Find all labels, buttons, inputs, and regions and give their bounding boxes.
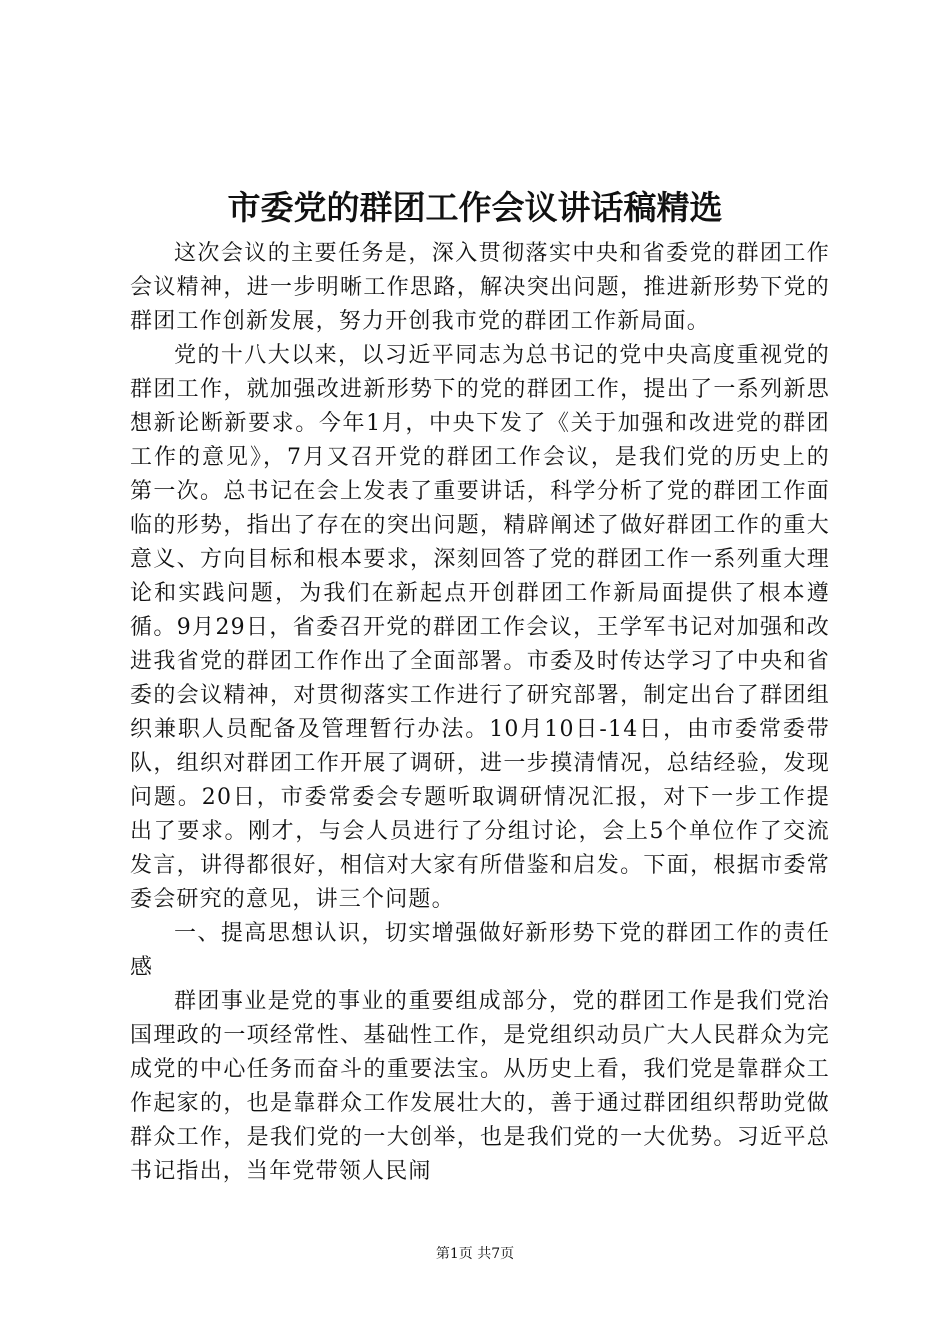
section-heading: 一、提高思想认识，切实增强做好新形势下党的群团工作的责任感 bbox=[130, 921, 830, 980]
paragraph: 这次会议的主要任务是，深入贯彻落实中央和省委党的群团工作会议精神，进一步明晰工作思路，解决突出问题，推进新形势下党的群团工作创新发展，努力开创我市党的群团工作新局面。 bbox=[130, 241, 830, 334]
page-number-footer: 第1页 共7页 bbox=[435, 1246, 515, 1262]
paragraph: 群团事业是党的事业的重要组成部分，党的群团工作是我们党治国理政的一项经常性、基础性工作，是党组织动员广大人民群众为完成党的中心任务而奋斗的重要法宝。从历史上看，我们党是靠群众工作起家的，也是靠群众工作发展壮大的，善于通过群团组织帮助党做群众工作，是我们党的一大创举，也是我们党的一大优势。习近平总书记指出，当年党带领人民闹 bbox=[130, 989, 830, 1184]
document-body bbox=[130, 237, 830, 1189]
paragraph: 党的十八大以来，以习近平同志为总书记的党中央高度重视党的群团工作，就加强改进新形势下的党的群团工作，提出了一系列新思想新论断新要求。今年1月，中央下发了《关于加强和改进党的群团工作的意见》，7月又召开党的群团工作会议，是我们党的历史上的第一次。总书记在会上发表了重要讲话，科学分析了党的群团工作面临的形势，指出了存在的突出问题，精辟阐述了做好群团工作的重大意义、方向目标和根本要求，深刻回答了党的群团工作一系列重大理论和实践问题，为我们在新起点开创群团工作新局面提供了根本遵循。9月29日，省委召开党的群团工作会议，王学军书记对加强和改进我省党的群团工作作出了全面部署。市委及时传达学习了中央和省委的会议精神，对贯彻落实工作进行了研究部署，制定出台了群团组织兼职人员配备及管理暂行办法。10月10日-14日，由市委常委带队，组织对群团工作开展了调研，进一步摸清情况，总结经验，发现问题。20日，市委常委会专题听取调研情况汇报，对下一步工作提出了要求。刚才，与会人员进行了分组讨论，会上5个单位作了交流发言，讲得都很好，相信对大家有所借鉴和启发。下面，根据市委常委会研究的意见，讲三个问题。 bbox=[130, 343, 830, 912]
document-title: 市委党的群团工作会议讲话稿精选 bbox=[227, 188, 723, 227]
